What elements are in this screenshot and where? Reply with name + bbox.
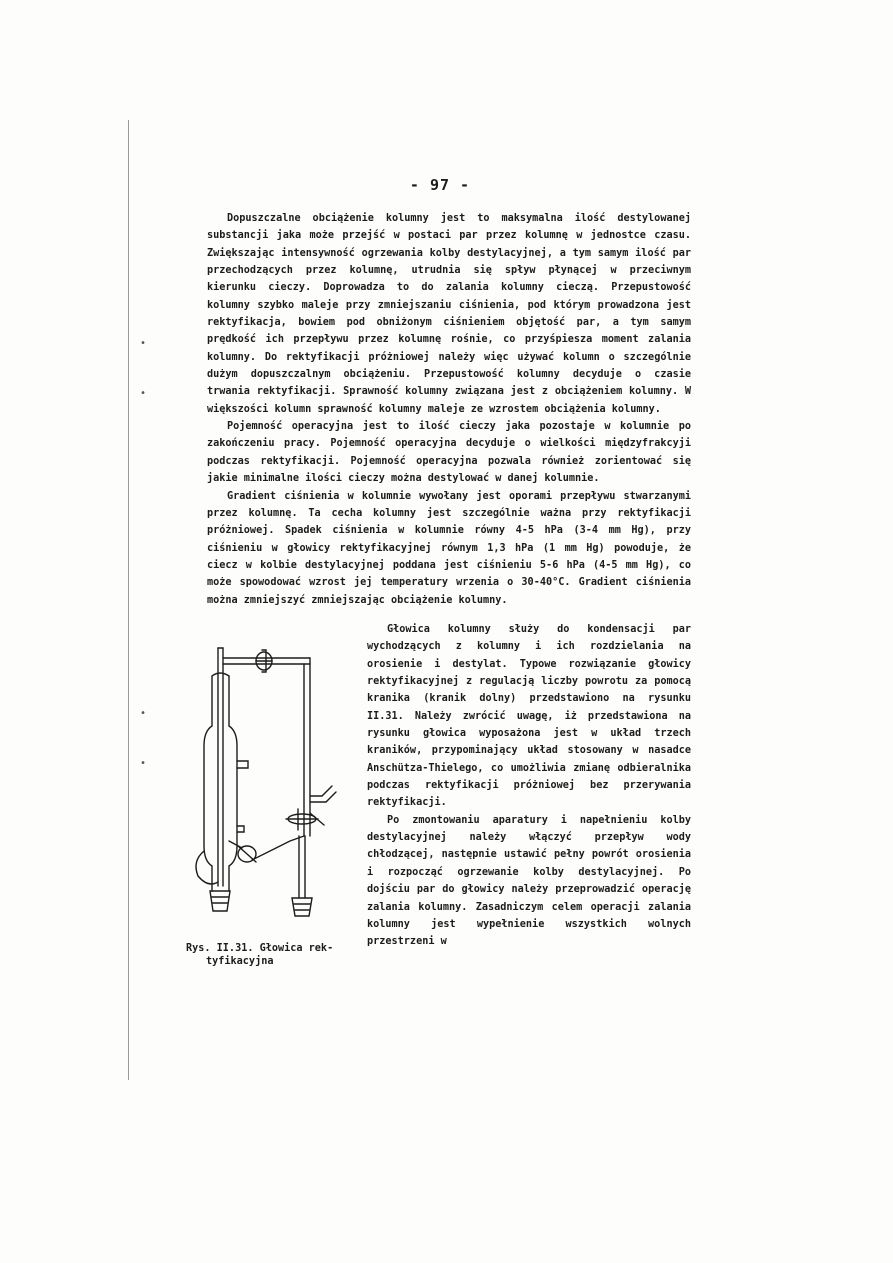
- body-text-column: [367, 621, 691, 951]
- caption-line: Rys. II.31. Głowica rek-: [186, 943, 334, 954]
- rectification-head-glassware-drawing-icon: [182, 636, 342, 936]
- margin-dot: •: [140, 338, 147, 349]
- paragraph: Głowica kolumny służy do kondensacji par wychodzących z kolumny i ich rozdzielania na orosienie i destylat. Typowe rozwiązanie głowicy rektyfikacyjnej z regulacją liczby powrotu za pomocą kranika (kranik dolny) przedstawiono na rysunku II.31. Należy zwrócić uwagę, iż przedstawiona na rysunku głowica wyposażona jest w układ trzech kraników, przypominający układ stosowany w nasadce Anschütza-Thielego, co umożliwia zmianę odbieralnika podczas rektyfikacji próżniowej bez przerywania rektyfikacji.: [367, 624, 691, 809]
- paragraph: Dopuszczalne obciążenie kolumny jest to maksymalna ilość destylowanej substancji jaka może przejść w postaci par przez kolumnę w jednostce czasu. Zwiększając intensywność ogrzewania kolby destylacyjnej, a tym samym ilość par przechodzących przez kolumnę, utrudnia się spływ płynącej w przeciwnym kierunku cieczy. Doprowadza to do zalania kolumny cieczą. Przepustowość kolumny szybko maleje przy zmniejszaniu ciśnienia, pod którym prowadzona jest rektyfikacja, bowiem pod obniżonym ciśnieniem objętość par, a tym samym prędkość ich przepływu przez kolumnę rośnie, co przyśpiesza moment zalania kolumny. Do rektyfikacji próżniowej należy więc używać kolumn o szczególnie dużym dopuszczalnym obciążeniu. Przepustowość kolumny decyduje o czasie trwania rektyfikacji. Sprawność kolumny związana jest z obciążeniem kolumny. W większości kolumn sprawność kolumny maleje ze wzrostem obciążenia kolumny.: [207, 213, 691, 415]
- margin-rule: [128, 120, 129, 1080]
- body-text-full-width: [207, 210, 691, 609]
- paragraph: Gradient ciśnienia w kolumnie wywołany jest oporami przepływu stwarzanymi przez kolumnę. Ta cecha kolumny jest szczególnie ważna przy rektyfikacji próżniowej. Spadek ciśnienia w kolumnie równy 4-5 hPa (3-4 mm Hg), przy ciśnieniu w głowicy rektyfikacyjnej równym 1,3 hPa (1 mm Hg) powoduje, że ciecz w kolbie destylacyjnej poddana jest ciśnieniu 5-6 hPa (4-5 mm Hg), co może spowodować wzrost jej temperatury wrzenia o 30-40°C. Gradient ciśnienia można zmniejszyć zmniejszając obciążenie kolumny.: [207, 490, 691, 606]
- paragraph: Po zmontowaniu aparatury i napełnieniu kolby destylacyjnej należy włączyć przepływ wody chłodzącej, następnie ustawić pełny powrót orosienia i rozpocząć ogrzewanie kolby destylacyjnej. Po dojściu par do głowicy należy przeprowadzić operację zalania kolumny. Zasadniczym celem operacji zalania kolumny jest wypełnienie wszystkich wolnych przestrzeni w: [367, 814, 691, 948]
- page-number: - 97 -: [409, 176, 471, 194]
- margin-dot: •: [140, 758, 147, 769]
- paragraph: Pojemność operacyjna jest to ilość cieczy jaka pozostaje w kolumnie po zakończeniu pracy. Pojemność operacyjna decyduje o wielkości międzyfrakcyji podczas rektyfikacji. Pojemność operacyjna pozwala również zorientować się jakie minimalne ilości cieczy można destylować w danej kolumnie.: [207, 421, 691, 485]
- figure-caption: [186, 942, 346, 968]
- rectification-head-figure: [182, 636, 342, 936]
- margin-dot: •: [140, 388, 147, 399]
- caption-line: tyfikacyjna: [206, 956, 274, 967]
- margin-dot: •: [140, 708, 147, 719]
